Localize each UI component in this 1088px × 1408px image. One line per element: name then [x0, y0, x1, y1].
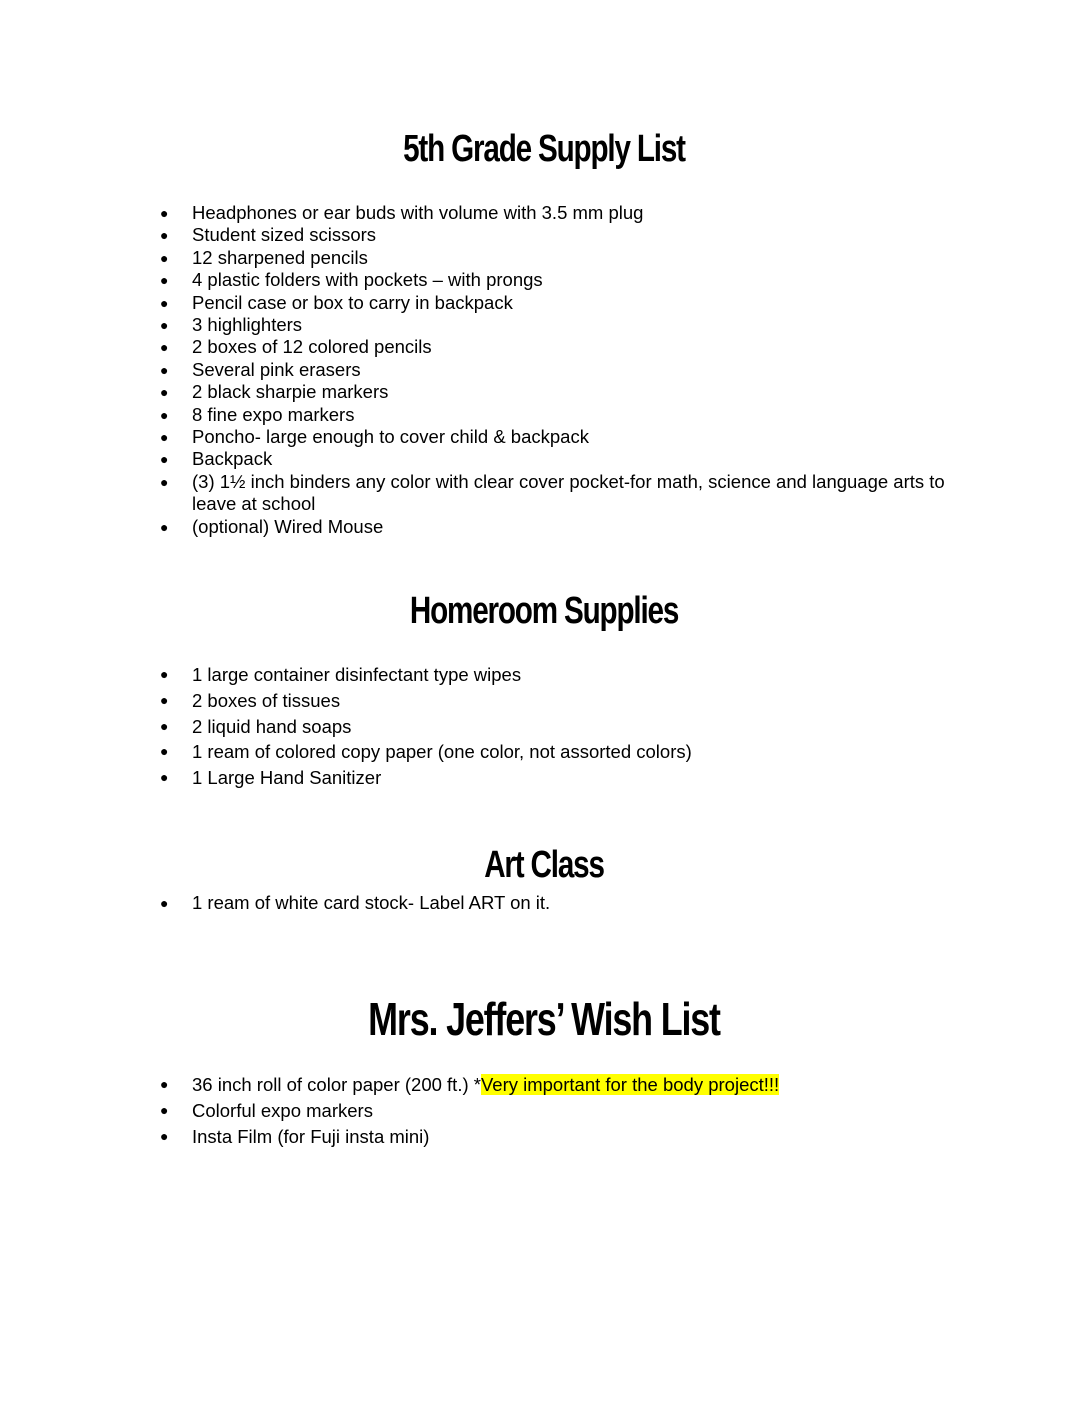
wish-list-heading: Mrs. Jeffers’ Wish List: [368, 993, 720, 1045]
list-item: [160, 471, 960, 516]
list-item-text: (optional) Wired Mouse: [192, 515, 384, 537]
bullet-icon: ●: [160, 384, 169, 401]
list-item: [160, 892, 960, 914]
wish-list: [160, 1072, 960, 1149]
list-item: [160, 202, 960, 224]
bullet-icon: ●: [160, 518, 169, 535]
bullet-icon: ●: [160, 429, 169, 446]
list-item: [160, 714, 960, 740]
list-item: [160, 314, 960, 336]
list-item: [160, 381, 960, 403]
list-item: [160, 516, 960, 538]
bullet-icon: ●: [160, 272, 169, 289]
homeroom-heading: Homeroom Supplies: [409, 590, 679, 632]
list-item-text: Headphones or ear buds with volume with 3.5 mm plug: [192, 202, 644, 223]
bullet-icon: ●: [160, 294, 169, 311]
highlighted-note: Very important for the body project!!!: [480, 1074, 780, 1095]
list-item-text: 1 ream of colored copy paper (one color, not assorted colors): [192, 741, 692, 763]
bullet-icon: ●: [160, 717, 169, 734]
bullet-icon: ●: [160, 451, 169, 468]
bullet-icon: ●: [160, 1076, 169, 1092]
bullet-icon: ●: [160, 691, 169, 708]
supply-list: [160, 202, 960, 538]
list-item-text: 12 sharpened pencils: [192, 246, 368, 268]
bullet-icon: ●: [160, 205, 169, 221]
bullet-icon: ●: [160, 769, 169, 786]
list-item-text: 1 Large Hand Sanitizer: [192, 767, 382, 789]
list-item-text: Student sized scissors: [192, 224, 377, 246]
list-item: [160, 269, 960, 291]
list-item-text: Backpack: [192, 448, 273, 470]
list-item: [160, 739, 960, 765]
homeroom-list: [160, 662, 960, 791]
list-item-text: 2 boxes of 12 colored pencils: [192, 336, 432, 358]
list-item: [160, 448, 960, 470]
art-class-list: [160, 892, 960, 914]
art-class-heading: Art Class: [484, 844, 604, 886]
bullet-icon: ●: [160, 317, 169, 334]
list-item-text: Poncho- large enough to cover child & backpack: [192, 426, 589, 448]
list-item: [160, 1072, 960, 1098]
supply-list-heading: 5th Grade Supply List: [403, 128, 685, 170]
bullet-icon: ●: [160, 361, 169, 378]
list-item-text: (3) 1½ inch binders any color with clear cover pocket-for math, science and language arts to leave at school: [192, 470, 945, 515]
list-item-text: 2 boxes of tissues: [192, 689, 341, 711]
list-item-text: 3 highlighters: [192, 314, 303, 336]
bullet-icon: ●: [160, 339, 169, 356]
bullet-icon: ●: [160, 1127, 169, 1144]
list-item-text: Insta Film (for Fuji insta mini): [192, 1125, 430, 1147]
list-item: [160, 292, 960, 314]
list-item-text: 2 black sharpie markers: [192, 381, 389, 403]
list-item: [160, 247, 960, 269]
list-item: [160, 336, 960, 358]
bullet-icon: ●: [160, 227, 169, 244]
list-item-text: Colorful expo markers: [192, 1099, 373, 1121]
bullet-icon: ●: [160, 406, 169, 423]
bullet-icon: ●: [160, 249, 169, 266]
list-item: [160, 224, 960, 246]
list-item: [160, 765, 960, 791]
list-item-text: 36 inch roll of color paper (200 ft.) *: [192, 1074, 481, 1095]
bullet-icon: ●: [160, 473, 169, 490]
list-item: [160, 359, 960, 381]
list-item: [160, 662, 960, 688]
list-item-text: 8 fine expo markers: [192, 403, 355, 425]
list-item: [160, 1098, 960, 1124]
bullet-icon: ●: [160, 666, 169, 682]
list-item-text: 4 plastic folders with pockets – with prongs: [192, 269, 543, 291]
bullet-icon: ●: [160, 895, 169, 911]
bullet-icon: ●: [160, 1101, 169, 1118]
list-item-text: 1 ream of white card stock- Label ART on it.: [192, 892, 551, 913]
list-item-text: 2 liquid hand soaps: [192, 715, 352, 737]
list-item-text: 1 large container disinfectant type wipes: [192, 664, 522, 685]
list-item-text: Several pink erasers: [192, 358, 361, 380]
bullet-icon: ●: [160, 743, 169, 760]
list-item-text: Pencil case or box to carry in backpack: [192, 291, 513, 313]
list-item: [160, 426, 960, 448]
list-item: [160, 1124, 960, 1150]
list-item: [160, 688, 960, 714]
list-item: [160, 404, 960, 426]
